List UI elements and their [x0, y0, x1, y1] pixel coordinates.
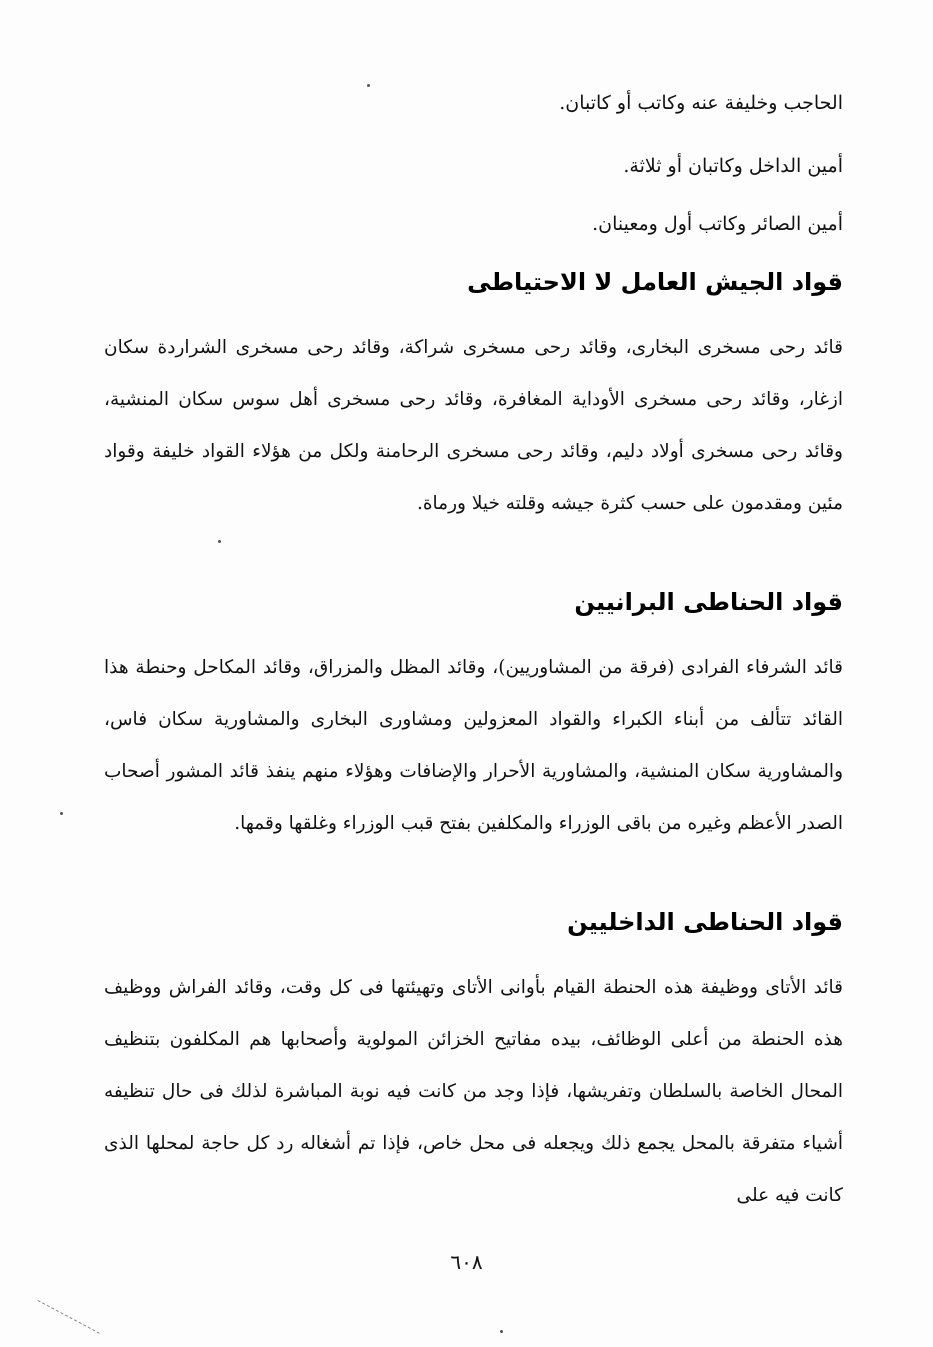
scan-speck	[218, 540, 221, 543]
section-paragraph: قائد رحى مسخرى البخارى، وقائد رحى مسخرى شراكة، وقائد رحى مسخرى الشراردة سكان ازغار، وقائد رحى مسخرى الأوداية المغافرة، وقائد رحى مسخرى أهل سوس سكان المنشية، وقائد رحى مسخرى أولاد دليم، وقائد رحى مسخرى الرحامنة ولكل من هؤلاء القواد خليفة وقواد مئين ومقدمون على حسب كثرة جيشه وقلته خيلا ورماة.	[104, 337, 843, 514]
scan-streak	[37, 1300, 100, 1335]
page-number: ٦٠٨	[450, 1250, 483, 1274]
section-heading: قواد الحناطى البرانيين	[574, 588, 843, 616]
section-paragraph: قائد الشرفاء الفرادى (فرقة من المشاوريين)، وقائد المظل والمزراق، وقائد المكاحل وحنطة هذا القائد تتألف من أبناء الكبراء والقواد المعزولين ومشاورى البخارى والمشاورية سكان فاس، والمشاورية سكان المنشية، والمشاورية الأحرار والإضافات وهؤلاء منهم ينفذ قائد المشور أصحاب الصدر الأعظم وغيره من باقى الوزراء والمكلفين بفتح قبب الوزراء وغلقها وقمها.	[104, 657, 843, 834]
section-heading: قواد الجيش العامل لا الاحتياطى	[467, 268, 843, 296]
section-heading: قواد الحناطى الداخليين	[567, 908, 843, 936]
section-paragraph: قائد الأتاى ووظيفة هذه الحنطة القيام بأوانى الأتاى وتهيئتها فى كل وقت، وقائد الفراش ووظيف هذه الحنطة من أعلى الوظائف، بيده مفاتيح الخزائن المولوية وأصحابها هم المكلفون بتنظيف المحال الخاصة بالسلطان وتفريشها، فإذا وجد من كانت فيه نوبة المباشرة لذلك فى حال تنظيفه أشياء متفرقة بالمحل يجمع ذلك ويجعله فى محل خاص، فإذا تم أشغاله رد كل حاجة لمحلها الذى كانت فيه على	[104, 977, 843, 1206]
list-item: أمين الداخل وكاتبان أو ثلاثة.	[623, 155, 843, 177]
scan-speck	[367, 84, 370, 87]
list-item: أمين الصائر وكاتب أول ومعينان.	[592, 213, 843, 235]
list-item: الحاجب وخليفة عنه وكاتب أو كاتبان.	[559, 92, 843, 114]
scan-speck	[500, 1330, 503, 1333]
scan-speck	[60, 812, 63, 815]
